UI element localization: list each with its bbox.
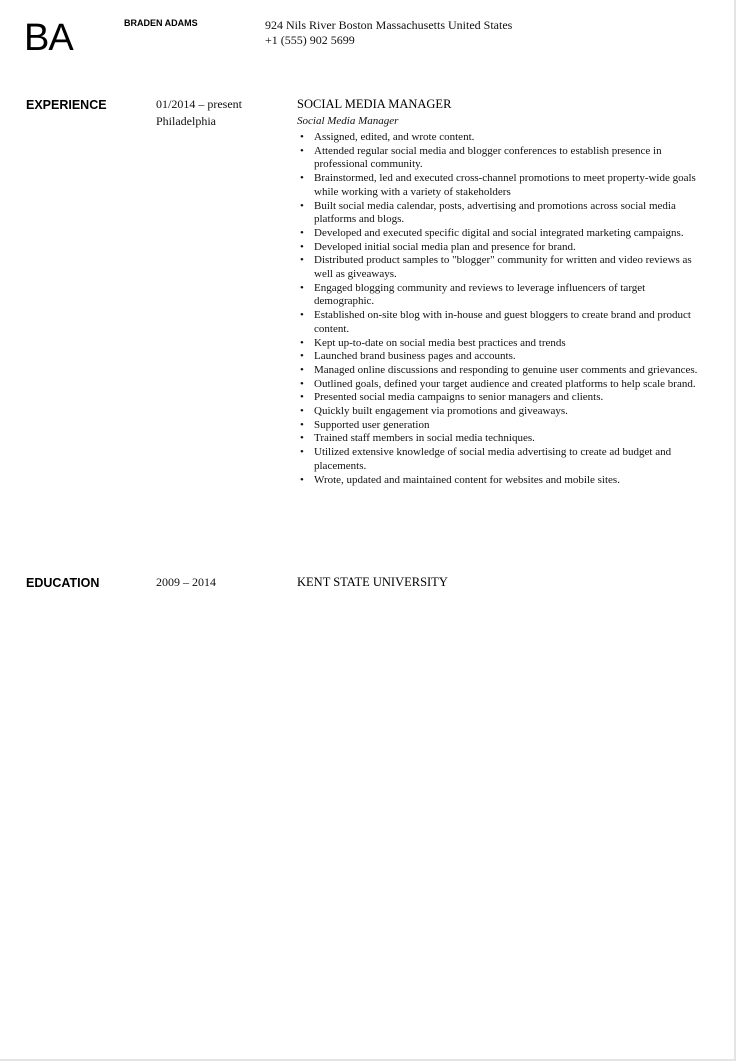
contact-block [265,18,512,48]
duty-item: • Kept up-to-date on social media best practices and trends [297,337,701,351]
duty-item: • Attended regular social media and blogger conferences to establish presence in professional community. [297,145,701,172]
duty-item: • Established on-site blog with in-house and guest bloggers to create brand and product content. [297,309,701,336]
duty-item: • Supported user generation [297,419,701,433]
duty-item: • Wrote, updated and maintained content for websites and mobile sites. [297,474,701,488]
duties-list [297,131,701,487]
job-title: SOCIAL MEDIA MANAGER [297,97,452,111]
education-heading: EDUCATION [26,576,100,590]
duty-item: • Launched brand business pages and accounts. [297,350,701,364]
education-date: 2009 – 2014 [156,575,216,589]
candidate-name: BRADEN ADAMS [124,18,198,28]
duty-item: • Utilized extensive knowledge of social media advertising to create ad budget and placements. [297,446,701,473]
duty-item: • Trained staff members in social media techniques. [297,432,701,446]
duty-item: • Managed online discussions and responding to genuine user comments and grievances. [297,364,701,378]
duty-item: • Quickly built engagement via promotions and giveaways. [297,405,701,419]
experience-heading: EXPERIENCE [26,98,107,112]
duty-item: • Engaged blogging community and reviews to leverage influencers of target demographic. [297,282,701,309]
duty-item: • Assigned, edited, and wrote content. [297,131,701,145]
duty-item: • Built social media calendar, posts, advertising and promotions across social media platforms and blogs. [297,200,701,227]
school-name: KENT STATE UNIVERSITY [297,575,448,589]
experience-location: Philadelphia [156,114,216,128]
phone: +1 (555) 902 5699 [265,33,355,47]
duty-item: • Distributed product samples to "blogger" community for written and video reviews as well as giveaways. [297,254,701,281]
duty-item: • Developed and executed specific digital and social integrated marketing campaigns. [297,227,701,241]
duty-item: • Presented social media campaigns to senior managers and clients. [297,391,701,405]
duty-item: • Outlined goals, defined your target audience and created platforms to help scale brand. [297,378,701,392]
job-subtitle: Social Media Manager [297,115,399,127]
monogram: BA [24,17,73,59]
duty-item: • Brainstormed, led and executed cross-channel promotions to meet property-wide goals while working with a variety of stakeholders [297,172,701,199]
experience-date: 01/2014 – present [156,97,242,111]
address: 924 Nils River Boston Massachusetts United States [265,18,513,32]
duty-item: • Developed initial social media plan and presence for brand. [297,241,701,255]
